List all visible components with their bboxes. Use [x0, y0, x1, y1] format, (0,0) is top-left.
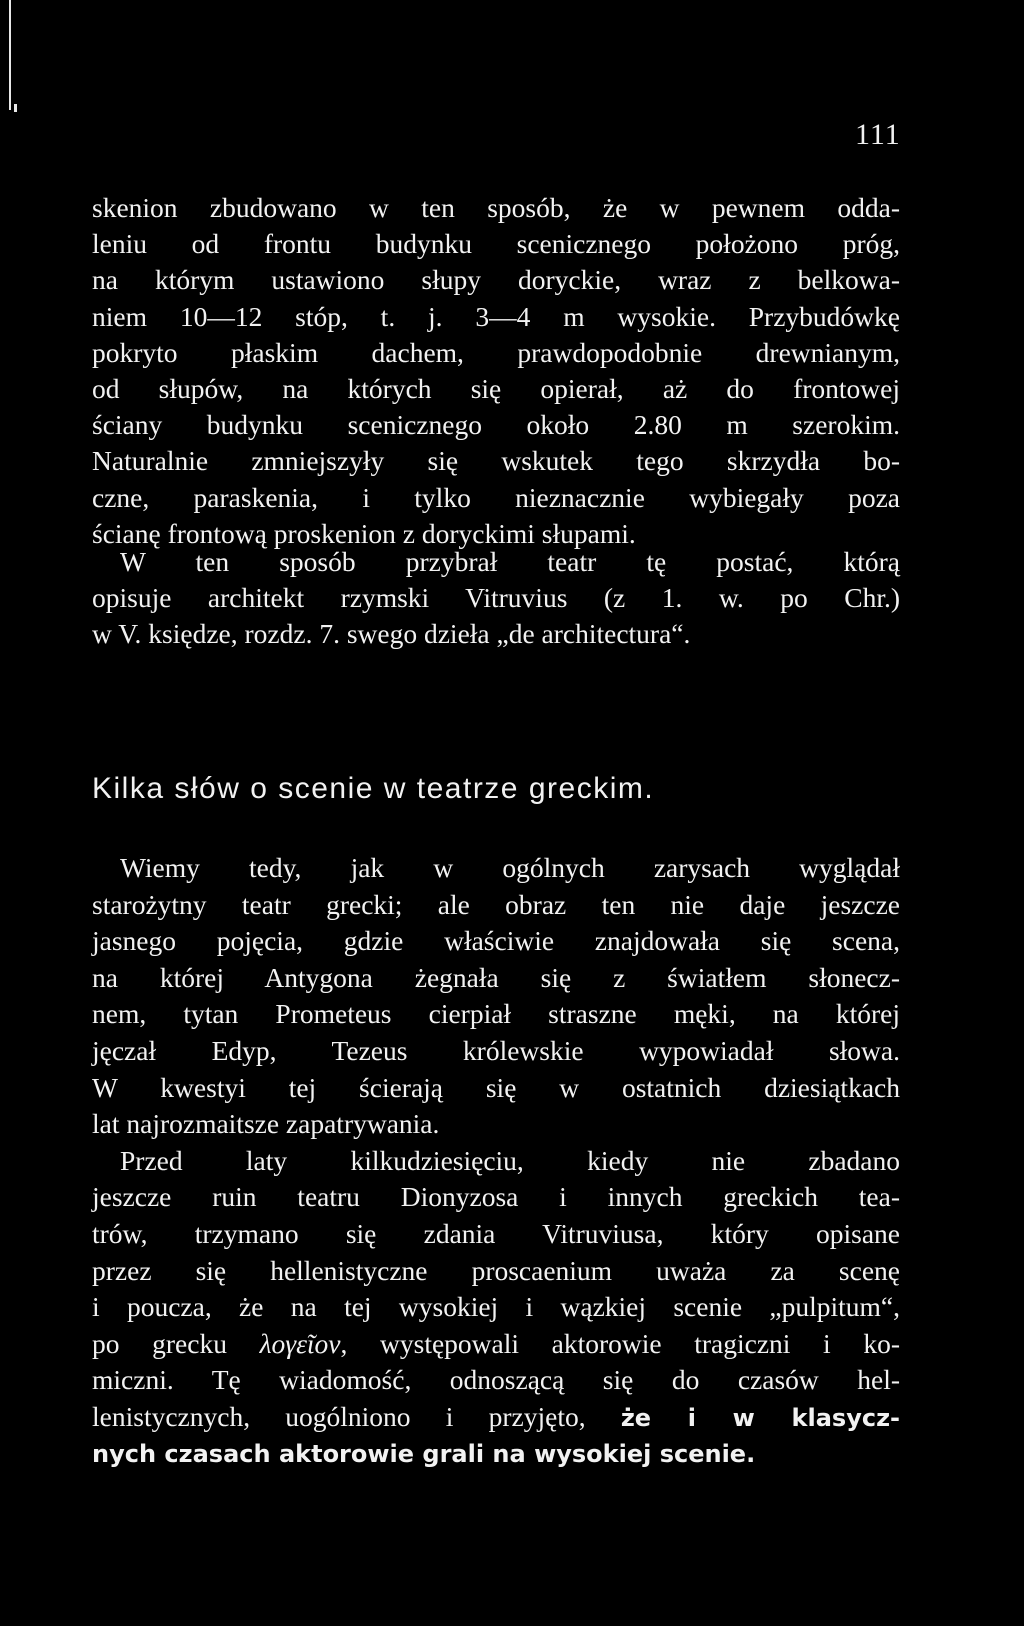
text-line: opisuje architekt rzymski Vitruvius (z 1. w. po Chr.): [92, 582, 900, 614]
text-line: Przed laty kilkudziesięciu, kiedy nie zbadano: [120, 1144, 900, 1176]
text-line: nem, tytan Prometeus cierpiał straszne męki, na której: [92, 998, 900, 1030]
text-line: miczni. Tę wiadomość, odnoszącą się do czasów hel-: [92, 1364, 900, 1396]
paragraph-scene-question: [92, 850, 900, 1472]
text-line: W ten sposób przybrał teatr tę postać, którą: [120, 546, 900, 577]
text-line: Wiemy tedy, jak w ogólnych zarysach wyglądał: [120, 852, 900, 883]
text-line: trów, trzymano się zdania Vitruviusa, który opisane: [92, 1217, 900, 1249]
text-line: [92, 1326, 900, 1363]
bold-text-run: że i w klasycz-: [620, 1403, 900, 1432]
text-line: w V. księdze, rozdz. 7. swego dzieła „de architectura“.: [92, 618, 691, 650]
text-line: przez się hellenistyczne proscaenium uważa za scenę: [92, 1254, 900, 1286]
text-line: od słupów, na których się opierał, aż do frontowej: [92, 372, 900, 404]
text-line: ścianę frontową proskenion z doryckimi słupami.: [92, 517, 636, 549]
scan-edge-mark-small: [14, 104, 17, 112]
text-line: i poucza, że na tej wysokiej i wązkiej scenie „pulpitum“,: [92, 1291, 900, 1323]
text-line: na której Antygona żegnała się z światłem słonecz-: [92, 961, 900, 993]
text-line: jeszcze ruin teatru Dionyzosa i innych greckich tea-: [92, 1181, 900, 1213]
text-line: jasnego pojęcia, gdzie właściwie znajdowała się scena,: [92, 925, 900, 957]
text-line: lat najrozmaitsze zapatrywania.: [92, 1108, 440, 1140]
text-line: leniu od frontu budynku scenicznego położono próg,: [92, 228, 900, 260]
paragraph-vitruvius: [92, 544, 900, 653]
text-line: czne, paraskenia, i tylko nieznacznie wybiegały poza: [92, 481, 900, 513]
text-line: Naturalnie zmniejszyły się wskutek tego skrzydła bo-: [92, 445, 900, 477]
text-line: niem 10—12 stóp, t. j. 3—4 m wysokie. Przybudówkę: [92, 300, 900, 332]
text-line: starożytny teatr grecki; ale obraz ten nie daje jeszcze: [92, 888, 900, 920]
text-line: skenion zbudowano w ten sposób, że w pewnem odda-: [92, 192, 900, 223]
text-line: pokryto płaskim dachem, prawdopodobnie drewnianym,: [92, 336, 900, 368]
text-run: lenistycznych, uogólniono i przyjęto,: [92, 1400, 621, 1432]
text-line: jęczał Edyp, Tezeus królewskie wypowiadał słowa.: [92, 1034, 900, 1066]
text-line: ściany budynku scenicznego około 2.80 m szerokim.: [92, 409, 900, 441]
section-heading: Kilka słów o scenie w teatrze greckim.: [92, 772, 655, 805]
page-number: 111: [855, 118, 901, 151]
text-run: po grecku: [92, 1327, 260, 1359]
text-line: W kwestyi tej ścierają się w ostatnich dziesiątkach: [92, 1071, 900, 1103]
text-line: na którym ustawiono słupy doryckie, wraz z belkowa-: [92, 264, 900, 296]
text-run: , występowali aktorowie tragiczni i ko-: [340, 1327, 900, 1359]
bold-text-line: nych czasach aktorowie grali na wysokiej scenie.: [92, 1439, 756, 1468]
text-line: [92, 1399, 900, 1436]
greek-word: λογεῖον: [259, 1327, 341, 1359]
paragraph-continuation: [92, 190, 900, 552]
scan-edge-mark: [9, 0, 11, 110]
